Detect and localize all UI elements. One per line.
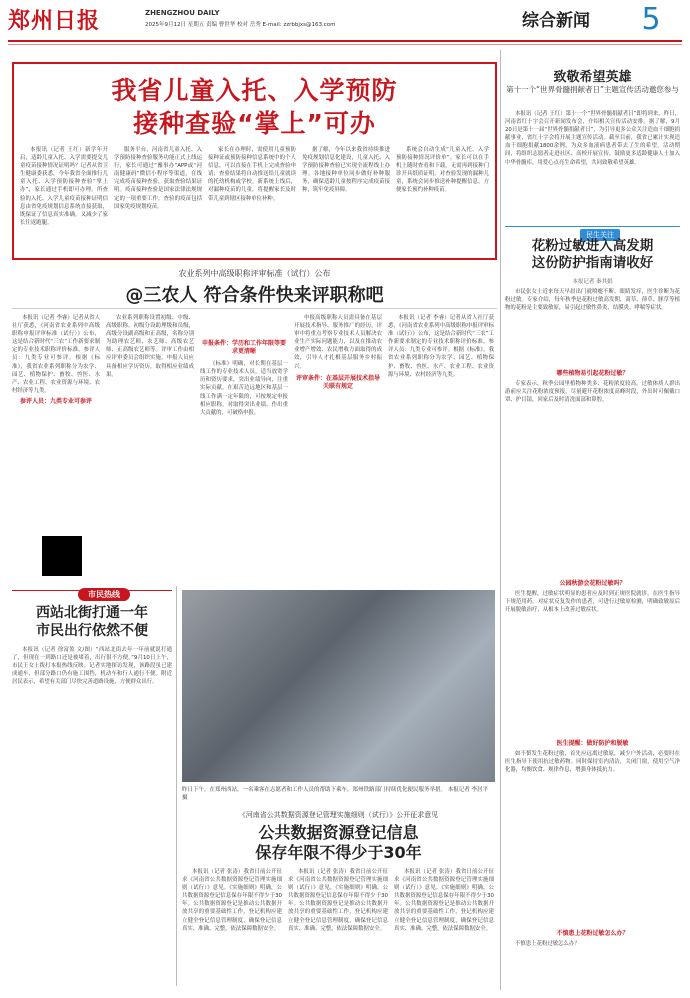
agri-subhead-3: 评审条件：在基层开展技术指导关联有规定 (295, 374, 380, 390)
agri-kicker: 农业系列中高级职称评审标准（试行）公布 (178, 269, 331, 278)
register-title (182, 823, 495, 863)
right-top-subtitle: 第十一个“世界骨髓捐献者日”主题宣传活动邀您参与 (506, 85, 679, 94)
header-rule (8, 40, 682, 42)
lead-col-2: 服务平台，河南省儿童入托、入学预防接种查验服务功能正式上线运行，家长可通过“豫事办”APP或“河南健康码”微信小程序等渠道，在线完成疫苗接种查验，获取查验结果证明。疫苗接种查验是国家法律法规规定的一项重要工作，查验的疫苗包括国家免疫规划疫苗。 (114, 147, 202, 210)
xizhan-title (12, 604, 172, 640)
agri-col-2: 农业系列职称设置初级、中级、高级职称。初级分设助理级和员级，高级分设副高级和正高级，名称分别为助理农艺师、农艺师、高级农艺师、正高级农艺师等。评审工作由相应评审委员会组织实施，申报人员应具备相应学历资历，取得相应业绩成果。 (106, 315, 194, 378)
column-divider (500, 50, 501, 990)
agri-subhead-2: 申报条件：学历和工作年限等要求更清晰 (201, 340, 286, 356)
section-title: 综合新闻 (522, 11, 590, 31)
minsheng-body-4: 如不慎发生花粉过敏，首先应远离过敏原，减少户外活动，必要时在医生指导下使用抗过敏药物。同时保持室内清洁，关闭门窗，使用空气净化器，均衡饮食、规律作息，增强身体抵抗力。 (505, 751, 680, 774)
agri-title: @三农人 符合条件快来评职称吧 (125, 285, 384, 306)
right-top-body: 本报讯（记者 王红）第十一个“世界骨髓捐献者日”即将到来，昨日，河南省红十字会召开新闻发布会，介绍相关宣传活动安排。据了解，9月20日是第十一届“世界骨髓捐献者日”，为引导更多公众关注造血干细胞捐献事业，省红十字会将开展主题宣传活动。截至目前，我省已累计实现造血干细胞捐献1800余例，为众多血液病患者带去了生的希望。活动期间，将组织志愿者走进社区、高校开展宣传，鼓励更多适龄健康人士加入中华骨髓库，用爱心点亮生命希望，共同致敬希望英雄。 (505, 111, 680, 166)
xizhan-divider (176, 586, 177, 986)
minsheng-title (505, 238, 680, 272)
xizhan-badge: 市民热线 (78, 582, 130, 601)
register-title-line2: 保存年限不得少于30年 (255, 843, 422, 862)
lead-col-5: 系统会自动生成“儿童入托、入学预防接种情况评价单”。家长可以在手机上随时查看和下载，无需再到接种门诊开具纸质证明。对查验发现的漏种儿童，系统会同步推送补种提醒信息，方便家长预约补种疫苗。 (396, 147, 489, 194)
xizhan-title-line1: 西站北街打通一年 (36, 605, 148, 621)
masthead (8, 4, 138, 36)
minsheng-body-1: 市民张女士近来每天早晨出门就喷嚏不断、眼睛发痒，医生诊断为花粉过敏。专家介绍，每年秋季是花粉过敏高发期，蒿草、葎草、豚草等植物的花粉是主要致敏原，易引起过敏性鼻炎、结膜炎、哮喘等症状。 (505, 289, 680, 312)
minsheng-title-line1: 花粉过敏进入高发期 (531, 238, 654, 254)
minsheng-byline: 本报记者 秦其娟 (572, 279, 613, 285)
header-rule-thin (8, 44, 682, 45)
agri-rule (12, 308, 497, 309)
agri-col-1: 本报讯（记者 李睿）记者从省人社厅获悉，《河南省农业系列中高级职称申报评审标准（试行）》公布，这是结合新时代“三农”工作新要求制定的专业技术职称评价标准。参评人员：九类专业可参评。根据《标准》，我省农业系列职称分为农学、园艺、植物保护、畜牧、兽医、水产、农业工程、农业资源与环境、农村经济等九类。 参评人员：九类专业可参评 (12, 315, 100, 405)
page-number: 5 (641, 2, 661, 37)
agri-col-4: 申报高级职称人员需具备在基层开展技术指导、服务推广的经历。评审中将重点考察专业技术人员解决农业生产实际问题能力，以及在推动农业增产增效、农民增收方面取得的成效，引导人才扎根基层服务乡村振兴。 评审条件：在基层开展技术指导关联有规定 (294, 315, 382, 390)
minsheng-subhead-2: 公园秋游会花粉过敏吗？ (559, 580, 626, 587)
lead-col-1: 本报讯（记者 王红）新学年开启，适龄儿童入托、入学需要提交儿童疫苗接种情况证明吗？记者从省卫生健康委获悉，今年我省全面推行儿童入托、入学预防接种查验“掌上办”，家长通过手机即可办理。所查验的入托、入学儿童疫苗接种证明信息由省免疫规划信息系统直接获取，既保证了信息真实准确，又减少了家长往返跑腿。 (20, 147, 108, 226)
qr-code (42, 536, 82, 576)
register-col-1: 本报讯（记者 张涛）我省日前公开征求《河南省公共数据资源登记管理实施细则（试行）》意见。《实施细则》明确，公共数据资源登记信息保存年限不得少于30年。公共数据资源登记是推动公共数据开放共享的重要基础性工作，登记机构应建立健全登记信息管理制度，确保登记信息真实、准确、完整，依法保障数据安全。 (182, 869, 282, 932)
minsheng-subhead-4: 不慎患上花粉过敏怎么办？ (556, 930, 629, 937)
agri-col-5: 本报讯（记者 李睿）记者从省人社厅获悉，《河南省农业系列中高级职称申报评审标准（试行）》公布，这是结合新时代“三农”工作新要求制定的专业技术职称评价标准。参评人员：九类专业可参评。根据《标准》，我省农业系列职称分为农学、园艺、植物保护、畜牧、兽医、水产、农业工程、农业资源与环境、农村经济等九类。 (388, 315, 494, 378)
lead-col-4: 据了解，今年以来我省持续推进免疫规划信息化建设，儿童入托、入学预防接种查验已实现全流程线上办理。各地接种单位同步做好补种服务，确保适龄儿童按程序完成疫苗接种，筑牢免疫屏障。 (302, 147, 390, 194)
lead-col-3: 家长在办理时，需使用儿童预防接种证或预防接种信息系统中的个人信息，可以直接在手机上完成查验申请；查验结果将自动推送给儿童就读的托幼机构或学校。新系统上线后，对漏种疫苗的儿童，将提醒家长及时带儿童到辖区接种单位补种。 (208, 147, 296, 202)
date-line: 2025年9月12日 星期五 责编 曹世华 校对 岳秀 E-mail: zzrbbjxs@163.com (145, 22, 336, 28)
lead-headline (14, 74, 495, 140)
right-top-title: 致敬希望英雄 (553, 70, 632, 85)
xizhan-body: 本报讯（记者 徐富盈 文/图）“西站北街去年一年前就说打通了，但现在一到路口还是被堵着，出行很不方便。”9月10日上午，市民王女士拨打本报热线反映。记者实地探访发现，该路段虽已建成通车，但部分路口仍有施工围挡，机动车和行人通行不便。附近居民表示，希望有关部门尽快完善道路设施，方便群众出行。 (12, 647, 172, 686)
minsheng-body-2: 专家表示，秋季公园里植物种类多、花粉浓度较高，过敏体质人群出游前应关注花粉浓度预报，尽量避开花粉浓度高峰时段，外出时可佩戴口罩、护目镜，回家后及时清洗面部和鼻腔。 (505, 381, 680, 404)
lead-headline-line2: 接种查验“掌上”可办 (133, 109, 376, 138)
agri-col-3: 申报条件：学历和工作年限等要求更清晰 《标准》明确，对长期在基层一线工作的专业技术人员，适当放宽学历和资历要求，突出业绩导向，注重实际贡献。在艰苦边远地区和基层一线工作满一定年限的，可按规定申报相应职称。对取得突出业绩、作出重大贡献的，可破格申报。 (200, 340, 288, 416)
masthead-logo: 郑州日报 (8, 8, 101, 34)
minsheng-subhead-1: 哪些植物易引起花粉过敏？ (556, 370, 629, 377)
minsheng-body-5: 不慎患上花粉过敏怎么办？ (515, 941, 580, 947)
masthead-english: ZHENGZHOU DAILY (145, 9, 220, 17)
register-col-3: 本报讯（记者 张涛）我省日前公开征求《河南省公共数据资源登记管理实施细则（试行）》意见。《实施细则》明确，公共数据资源登记信息保存年限不得少于30年。公共数据资源登记是推动公共数据开放共享的重要基础性工作，登记机构应建立健全登记信息管理制度，确保登记信息真实、准确、完整，依法保障数据安全。 (394, 869, 494, 932)
agri-subhead-1: 参评人员：九类专业可参评 (19, 397, 92, 405)
lead-article (12, 62, 497, 260)
lead-headline-line1: 我省儿童入托、入学预防 (111, 76, 398, 105)
news-photo (182, 590, 495, 782)
minsheng-title-line2: 这份防护指南请收好 (531, 255, 654, 271)
minsheng-body-3: 医生提醒，过敏症状明显的患者应及时到正规医院就诊，在医生指导下规范用药。对症状反复发作的患者，可进行过敏原检测，明确致敏原后开展脱敏治疗，从根本上改善过敏症状。 (505, 591, 680, 614)
xizhan-title-line2: 市民出行依然不便 (36, 623, 148, 639)
photo-caption: 昨日下午，在郑州西站，一名乘客在志愿者和工作人员的帮助下乘车，郑州铁路部门持续优化便民服务举措。 本报记者 李居平 摄 (182, 787, 489, 801)
register-title-line1: 公共数据资源登记信息 (258, 823, 419, 842)
minsheng-badge: 民生关注 (580, 222, 620, 241)
minsheng-subhead-3: 医生提醒：做好防护和脱敏 (556, 740, 629, 747)
register-col-2: 本报讯（记者 张涛）我省日前公开征求《河南省公共数据资源登记管理实施细则（试行）》意见。《实施细则》明确，公共数据资源登记信息保存年限不得少于30年。公共数据资源登记是推动公共数据开放共享的重要基础性工作，登记机构应建立健全登记信息管理制度，确保登记信息真实、准确、完整，依法保障数据安全。 (288, 869, 388, 932)
register-kicker: 《河南省公共数据资源登记管理实施细则（试行）》公开征求意见 (238, 811, 439, 819)
